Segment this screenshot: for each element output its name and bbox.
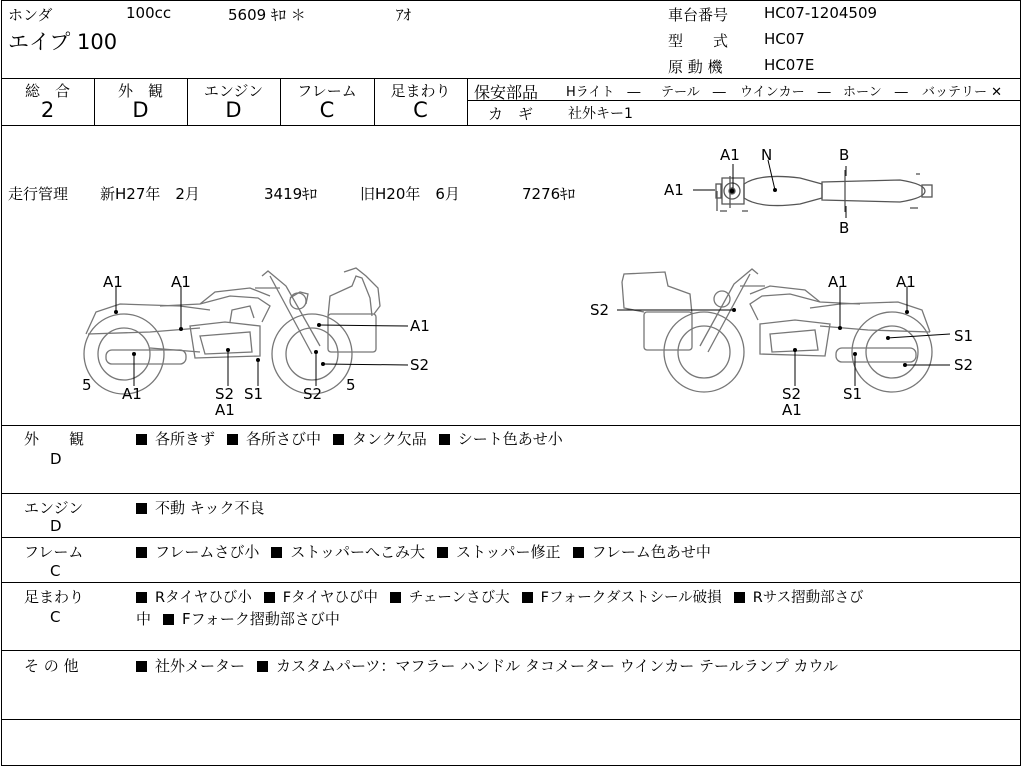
- section-items: [136, 428, 575, 449]
- label-b: B: [839, 146, 850, 164]
- divider: [1, 78, 1021, 79]
- bullet-icon: [522, 592, 533, 603]
- chassis-value: HC07-1204509: [764, 4, 878, 22]
- damage-diagram: [0, 126, 1022, 426]
- divider: [1, 493, 1021, 494]
- engine-model-label: 原 動 機: [668, 58, 723, 76]
- label-a1: A1: [215, 401, 235, 419]
- displacement: 100cc: [126, 4, 172, 22]
- bullet-icon: [264, 592, 275, 603]
- suspension-label: 足まわり: [390, 82, 451, 100]
- old-mileage-date: 旧H20年 6月: [360, 185, 460, 203]
- section-label: フレーム: [24, 543, 84, 561]
- label-5: 5: [346, 376, 356, 394]
- divider: [1, 650, 1021, 651]
- remark: 各所さび中: [246, 430, 322, 448]
- section-items: [136, 586, 876, 607]
- remark: Fフォークダストシール破損: [540, 590, 722, 606]
- section-grade: D: [50, 450, 62, 468]
- safety-item-battery: バッテリー ✕: [922, 85, 1003, 100]
- safety-item-tail: テール ―: [661, 85, 726, 100]
- section-grade: C: [50, 562, 61, 580]
- section-label: エンジン: [24, 499, 84, 517]
- bullet-icon: [136, 547, 147, 558]
- key-value: 社外キー1: [568, 106, 633, 122]
- bullet-icon: [333, 434, 344, 445]
- color-code: ｱｵ: [396, 6, 412, 24]
- label-s2: S2: [782, 385, 802, 403]
- bullet-icon: [439, 434, 450, 445]
- safety-item-headlight: Hライト ―: [566, 85, 641, 100]
- section-grade: D: [50, 517, 62, 535]
- section-label: そ の 他: [24, 657, 79, 675]
- divider: [1, 537, 1021, 538]
- remark: フレームさび小: [155, 543, 260, 561]
- remark: カスタムパーツ：マフラー ハンドル タコメーター ウインカー テールランプ カウル: [276, 657, 839, 675]
- divider: [1, 582, 1021, 583]
- label-5: 5: [82, 376, 92, 394]
- remark: Rサス摺動部さび: [752, 590, 864, 606]
- bullet-icon: [136, 592, 147, 603]
- type-label: 型 式: [668, 32, 729, 50]
- remark: 社外メーター: [155, 657, 246, 675]
- label-s2: S2: [410, 356, 430, 374]
- safety-item-winker: ウインカー ―: [740, 85, 831, 100]
- motorcycle-left-side-view: [84, 268, 380, 394]
- frame-grade: C: [319, 98, 335, 122]
- divider: [467, 78, 468, 125]
- label-a1: A1: [782, 401, 802, 419]
- label-a1: A1: [720, 146, 740, 164]
- label-a1: A1: [664, 181, 684, 199]
- label-a1: A1: [828, 273, 848, 291]
- mileage-history-label: 走行管理: [8, 185, 69, 203]
- section-items: [136, 541, 723, 562]
- engine-grade: D: [225, 98, 242, 122]
- remark: Rタイヤひび小: [155, 590, 252, 606]
- new-mileage-value: 3419ｷﾛ: [264, 185, 318, 203]
- motorcycle-right-side-view: [622, 269, 932, 392]
- old-mileage-value: 7276ｷﾛ: [522, 185, 576, 203]
- divider: [468, 100, 1021, 101]
- bullet-icon: [573, 547, 584, 558]
- label-a1: A1: [122, 385, 142, 403]
- bullet-icon: [227, 434, 238, 445]
- label-a1: A1: [103, 273, 123, 291]
- section-items: [136, 655, 850, 676]
- divider: [1, 719, 1021, 720]
- right-view-dots: [732, 308, 909, 367]
- label-s1: S1: [843, 385, 863, 403]
- remark: フレーム色あせ中: [591, 543, 711, 561]
- engine-model-value: HC07E: [764, 56, 815, 74]
- remark: Fタイヤひび中: [282, 590, 378, 606]
- overall-grade: 2: [40, 98, 55, 122]
- section-grade: C: [50, 608, 61, 626]
- suspension-grade: C: [413, 98, 428, 122]
- remark: 中: [136, 610, 152, 628]
- label-s1: S1: [244, 385, 264, 403]
- safety-parts-label: 保安部品: [474, 83, 539, 102]
- label-s2: S2: [954, 356, 974, 374]
- bullet-icon: [257, 661, 268, 672]
- remark: チェーンさび大: [408, 590, 510, 606]
- remark: ストッパー修正: [455, 543, 561, 561]
- remark: タンク欠品: [352, 430, 427, 448]
- bullet-icon: [136, 434, 147, 445]
- motorcycle-top-view: [716, 170, 932, 212]
- remark: シート色あせ小: [457, 430, 563, 448]
- label-s2: S2: [215, 385, 235, 403]
- section-label: 足まわり: [24, 588, 85, 606]
- bullet-icon: [390, 592, 401, 603]
- overall-label: 総 合: [24, 82, 70, 100]
- bullet-icon: [136, 503, 147, 514]
- key-label: カ ギ: [488, 105, 534, 123]
- remark: ストッパーへこみ大: [290, 543, 425, 561]
- label-a1: A1: [171, 273, 191, 291]
- chassis-label: 車台番号: [668, 6, 729, 24]
- bullet-icon: [136, 661, 147, 672]
- section-items-continued: [136, 608, 352, 629]
- bullet-icon: [734, 592, 745, 603]
- remark: 各所きず: [155, 430, 216, 448]
- label-s1: S1: [954, 327, 974, 345]
- section-items: [136, 497, 276, 518]
- bullet-icon: [437, 547, 448, 558]
- label-s2: S2: [590, 301, 610, 319]
- safety-item-horn: ホーン ―: [843, 85, 908, 100]
- maker-name: ホンダ: [8, 6, 53, 24]
- exterior-grade: D: [132, 98, 149, 122]
- marker-dot: [773, 188, 777, 192]
- label-n: N: [761, 146, 773, 164]
- model-name: エイプ 100: [8, 30, 118, 54]
- bullet-icon: [271, 547, 282, 558]
- label-a1: A1: [410, 317, 430, 335]
- mileage: 5609 ｷﾛ ＊: [228, 6, 306, 24]
- frame-label: フレーム: [297, 82, 357, 100]
- label-a1: A1: [896, 273, 916, 291]
- bullet-icon: [163, 614, 174, 625]
- engine-label: エンジン: [203, 82, 264, 100]
- exterior-label: 外 観: [117, 82, 163, 100]
- label-s2: S2: [303, 385, 323, 403]
- remark: Fフォーク摺動部さび中: [182, 610, 340, 628]
- divider: [1, 425, 1021, 426]
- type-value: HC07: [764, 30, 805, 48]
- section-label: 外 観: [24, 430, 85, 448]
- new-mileage-date: 新H27年 2月: [100, 185, 200, 203]
- label-b: B: [839, 219, 850, 237]
- remark: 不動 キック不良: [155, 499, 265, 517]
